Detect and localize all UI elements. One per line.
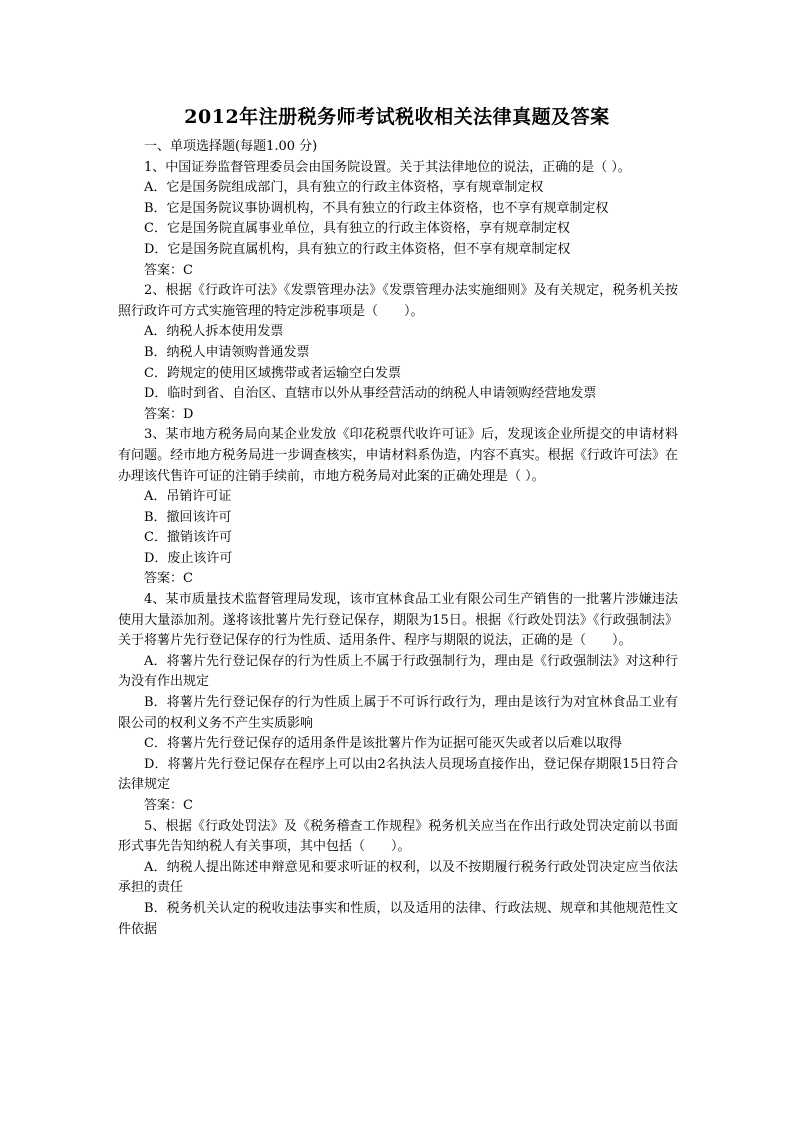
- question-option: D．废止该许可: [144, 550, 233, 566]
- question-option: A．纳税人提出陈述申辩意见和要求听证的权利，以及不按期履行税务行政处罚决定应当依法承担的责任: [118, 859, 678, 896]
- question-option: C．将薯片先行登记保存的适用条件是该批薯片作为证据可能灭失或者以后难以取得: [144, 736, 622, 752]
- question-answer: 答案：C: [144, 571, 193, 587]
- question-stem: 5、根据《行政处罚法》及《税务稽查工作规程》税务机关应当在作出行政处罚决定前以书面形式事先告知纳税人有关事项，其中包括（ ）。: [118, 818, 678, 855]
- question-stem: 2、根据《行政许可法》《发票管理办法》《发票管理办法实施细则》及有关规定，税务机关按照行政许可方式实施管理的特定涉税事项是（ ）。: [118, 283, 678, 319]
- question-option: C．跨规定的使用区域携带或者运输空白发票: [144, 365, 401, 381]
- question-option: D．将薯片先行登记保存在程序上可以由2名执法人员现场直接作出，登记保存期限15日符合法律规定: [118, 756, 678, 793]
- document-title: 2012年注册税务师考试税收相关法律真题及答案: [184, 106, 610, 128]
- question-option: B．将薯片先行登记保存的行为性质上属于不可诉行政行为，理由是该行为对宜林食品工业有限公司的权利义务不产生实质影响: [118, 695, 678, 731]
- question-option: B．税务机关认定的税收违法事实和性质，以及适用的法律、行政法规、规章和其他规范性文件依据: [118, 900, 678, 937]
- question-option: A．纳税人拆本使用发票: [144, 324, 284, 340]
- question-option: C．撤销该许可: [144, 530, 232, 546]
- question-option: A．将薯片先行登记保存的行为性质上不属于行政强制行为，理由是《行政强制法》对这种行为没有作出规定: [118, 653, 678, 690]
- question-answer: 答案：C: [144, 262, 193, 278]
- question-option: B．它是国务院议事协调机构，不具有独立的行政主体资格，也不享有规章制定权: [144, 200, 609, 216]
- question-stem: 3、某市地方税务局向某企业发放《印花税票代收许可证》后，发现该企业所提交的申请材料有问题。经市地方税务局进一步调查核实，申请材料系伪造，内容不真实。根据《行政许可法》在办理该代售许可证的注销手续前，市地方税务局对此案的正确处理是（ ）。: [118, 427, 678, 484]
- question-option: A．它是国务院组成部门，具有独立的行政主体资格，享有规章制定权: [144, 180, 544, 196]
- question-option: B．纳税人申请领购普通发票: [144, 344, 310, 360]
- question-option: D．临时到省、自治区、直辖市以外从事经营活动的纳税人申请领购经营地发票: [144, 386, 597, 402]
- question-option: A．吊销许可证: [144, 489, 232, 505]
- document-body: [118, 137, 678, 940]
- question-answer: 答案：D: [144, 406, 194, 422]
- question-option: C．它是国务院直属事业单位，具有独立的行政主体资格，享有规章制定权: [144, 221, 570, 237]
- question-option: B．撤回该许可: [144, 509, 232, 525]
- question-answer: 答案：C: [144, 798, 193, 813]
- question-option: D．它是国务院直属机构，具有独立的行政主体资格，但不享有规章制定权: [144, 241, 571, 257]
- section-heading: 一、单项选择题(每题1.00 分): [144, 139, 318, 154]
- question-stem: 4、某市质量技术监督管理局发现，该市宜林食品工业有限公司生产销售的一批薯片涉嫌违法使用大量添加剂。遂将该批薯片先行登记保存，期限为15日。根据《行政处罚法》《行政强制法》关于将薯片先行登记保存的行为性质、适用条件、程序与期限的说法，正确的是（ ）。: [118, 592, 678, 649]
- question-stem: 1、中国证券监督管理委员会由国务院设置。关于其法律地位的说法，正确的是（ ）。: [144, 159, 631, 175]
